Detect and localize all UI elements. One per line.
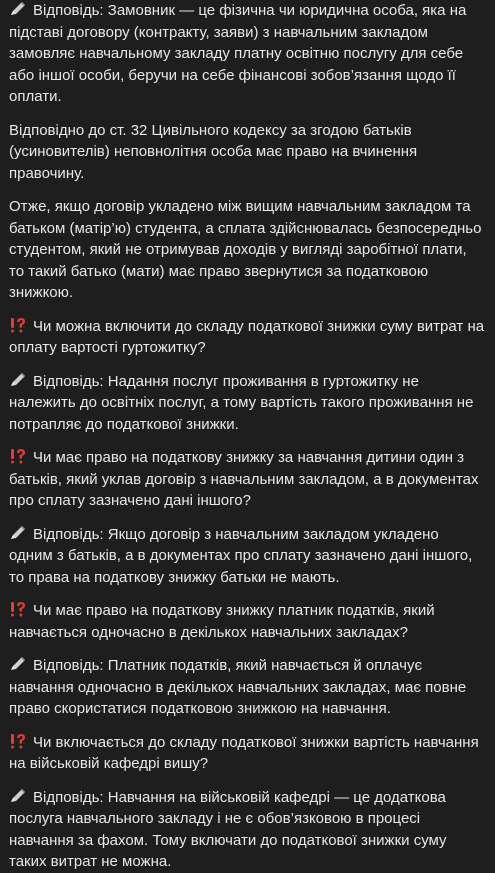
paragraph-text: Відповідь: Надання послуг проживання в гуртожитку не належить до освітніх послуг, а тому вартість такого проживання не потрапляє до податкової знижки. bbox=[9, 372, 474, 433]
question-paragraph bbox=[9, 600, 485, 643]
answer-paragraph bbox=[9, 524, 485, 589]
answer-paragraph bbox=[9, 371, 485, 436]
question-paragraph bbox=[9, 447, 485, 512]
paragraph-text: Відповідь: Якщо договір з навчальним закладом укладено одним з батьків, а в документах про сплату зазначено дані іншого, то права на податкову знижку батьки не мають. bbox=[9, 525, 473, 586]
question-paragraph bbox=[9, 316, 485, 359]
paragraph-text: Відповідь: Замовник — це фізична чи юридична особа, яка на підставі договору (контракту, заяви) з навчальним закладом замовляє навчальному закладу платну освітню послугу для себе або іншої особи, беручи на себе фінансові зобов’язання щодо її оплати. bbox=[9, 2, 467, 105]
paragraph-text: Чи можна включити до складу податкової знижки суму витрат на оплату вартості гуртожитку? bbox=[9, 317, 485, 356]
exclamation-question-icon bbox=[9, 601, 27, 617]
pen-icon bbox=[9, 788, 27, 804]
text-paragraph bbox=[9, 196, 485, 304]
text-paragraph bbox=[9, 120, 485, 185]
paragraph-text: Отже, якщо договір укладено між вищим навчальним закладом та батьком (матір’ю) студента, а сплата здійснювалась безпосередньо студентом, який не отримував доходів у вигляді заробітної плати, то такий батько (мати) має право звернутися за податковою знижкою. bbox=[9, 198, 482, 301]
pen-icon bbox=[9, 525, 27, 541]
paragraph-text: Чи включається до складу податкової знижки вартість навчання на військовій кафедрі вишу? bbox=[9, 733, 479, 772]
exclamation-question-icon bbox=[9, 448, 27, 464]
paragraph-text: Відповідь: Навчання на військовій кафедрі — це додаткова послуга навчального закладу і не є обов’язковою в процесі навчання за фахом. Тому включати до податкової знижки суму таких витрат не можна. bbox=[9, 788, 447, 870]
answer-paragraph bbox=[9, 787, 485, 873]
pen-icon bbox=[9, 656, 27, 672]
pen-icon bbox=[9, 372, 27, 388]
question-paragraph bbox=[9, 732, 485, 775]
paragraph-text: Відповідь: Платник податків, який навчається й оплачує навчання одночасно в декількох навчальних закладах, має повне право скористатися податковою знижкою на навчання. bbox=[9, 657, 467, 717]
pen-icon bbox=[9, 1, 27, 17]
exclamation-question-icon bbox=[9, 733, 27, 749]
answer-paragraph bbox=[9, 0, 485, 108]
paragraph-text: Чи має право на податкову знижку платник податків, який навчається одночасно в декількох навчальних закладах? bbox=[9, 602, 435, 641]
exclamation-question-icon bbox=[9, 317, 27, 333]
answer-paragraph bbox=[9, 655, 485, 720]
paragraph-text: Чи має право на податкову знижку за навчання дитини один з батьків, який уклав договір з навчальним закладом, а в документах про сплату зазначено дані іншого? bbox=[9, 449, 479, 509]
paragraph-text: Відповідно до ст. 32 Цивільного кодексу за згодою батьків (усиновителів) неповнолітня особа має право на вчинення правочину. bbox=[9, 121, 418, 182]
